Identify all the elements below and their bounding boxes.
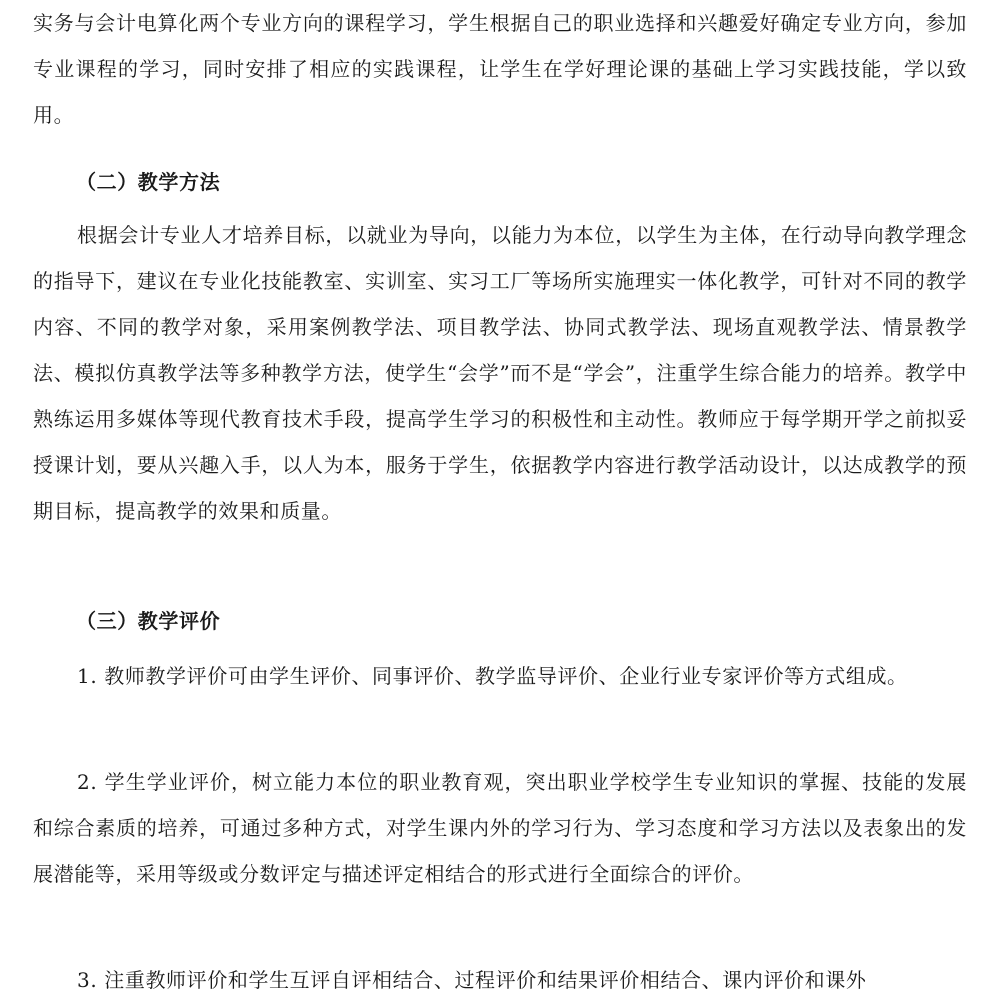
- section-heading-teaching-methods: （二）教学方法: [76, 170, 221, 194]
- teaching-methods-paragraph: 根据会计专业人才培养目标，以就业为导向，以能力为本位，以学生为主体，在行动导向教学理念的指导下，建议在专业化技能教室、实训室、实习工厂等场所实施理实一体化教学，可针对不同的教学内容、不同的教学对象，采用案例教学法、项目教学法、协同式教学法、现场直观教学法、情景教学法、模拟仿真教学法等多种教学方法，使学生“会学”而不是“学会”，注重学生综合能力的培养。教学中熟练运用多媒体等现代教育技术手段，提高学生学习的积极性和主动性。教师应于每学期开学之前拟妥授课计划，要从兴趣入手，以人为本，服务于学生，依据教学内容进行教学活动设计，以达成教学的预期目标，提高教学的效果和质量。: [33, 223, 967, 523]
- intro-paragraph: 实务与会计电算化两个专业方向的课程学习，学生根据自己的职业选择和兴趣爱好确定专业方向，参加专业课程的学习，同时安排了相应的实践课程，让学生在学好理论课的基础上学习实践技能，学以致用。: [33, 11, 967, 127]
- evaluation-item-2: 2. 学生学业评价，树立能力本位的职业教育观，突出职业学校学生专业知识的掌握、技能的发展和综合素质的培养，可通过多种方式，对学生课内外的学习行为、学习态度和学习方法以及表象出的发展潜能等，采用等级或分数评定与描述评定相结合的形式进行全面综合的评价。: [33, 770, 967, 886]
- section-heading-teaching-evaluation: （三）教学评价: [76, 609, 221, 633]
- evaluation-item-1: 1. 教师教学评价可由学生评价、同事评价、教学监导评价、企业行业专家评价等方式组成。: [77, 664, 908, 688]
- evaluation-item-3: 3. 注重教师评价和学生互评自评相结合、过程评价和结果评价相结合、课内评价和课外: [77, 968, 867, 992]
